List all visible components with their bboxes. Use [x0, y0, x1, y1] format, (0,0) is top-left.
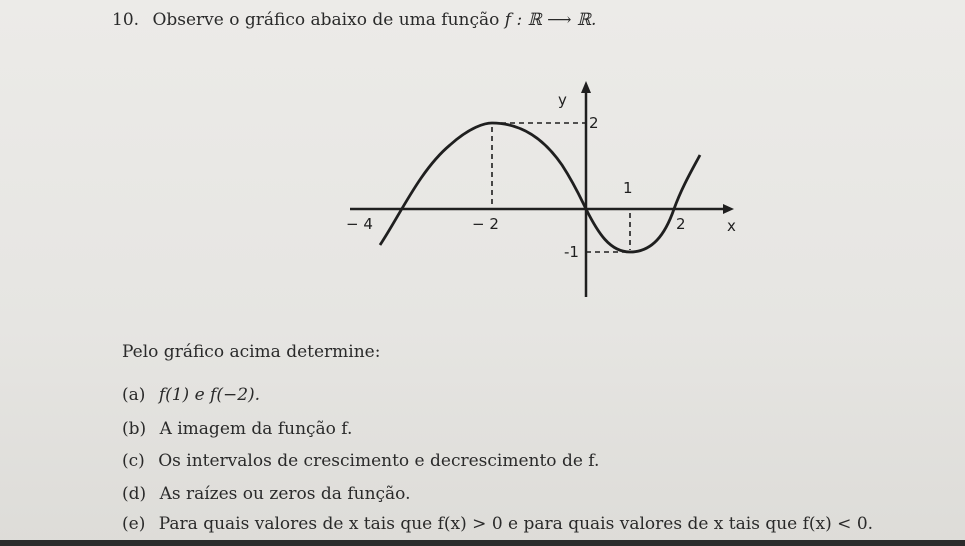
x-tick-1: 1 [623, 179, 633, 197]
item-c [122, 451, 599, 471]
x-axis-label: x [727, 217, 736, 235]
y-axis-label: y [558, 91, 567, 109]
y-axis-arrow [581, 81, 591, 93]
x-axis-arrow [723, 204, 734, 214]
function-curve [380, 123, 700, 252]
item-c-text: Os intervalos de crescimento e decrescimento de f. [158, 451, 600, 471]
question-text: Observe o gráfico abaixo de uma função [152, 10, 500, 30]
item-d-label: (d) [122, 484, 147, 504]
item-c-label: (c) [122, 451, 145, 471]
prompt-text: Pelo gráfico acima determine: [122, 342, 381, 362]
bottom-edge [0, 540, 965, 546]
item-b-label: (b) [122, 419, 147, 439]
y-tick-minus-1: -1 [564, 243, 579, 261]
x-tick-minus-2: − 2 [472, 215, 499, 233]
item-a [122, 385, 260, 405]
item-a-label: (a) [122, 385, 146, 405]
question-number: 10. [112, 10, 140, 30]
function-notation: f : ℝ ⟶ ℝ. [504, 10, 597, 30]
item-e-label: (e) [122, 514, 146, 534]
x-tick-minus-4: − 4 [346, 215, 373, 233]
item-e [122, 514, 873, 534]
item-e-text: Para quais valores de x tais que f(x) > 0 e para quais valores de x tais que f(x) < 0. [158, 514, 874, 534]
x-tick-2: 2 [676, 215, 686, 233]
item-b-text: A imagem da função f. [159, 419, 353, 439]
y-tick-2: 2 [589, 114, 599, 132]
item-d [122, 484, 411, 504]
item-b [122, 419, 352, 439]
question-heading [112, 10, 596, 30]
item-d-text: As raízes ou zeros da função. [159, 484, 411, 504]
function-graph [340, 75, 760, 310]
item-a-text: f(1) e f(−2). [158, 385, 261, 405]
